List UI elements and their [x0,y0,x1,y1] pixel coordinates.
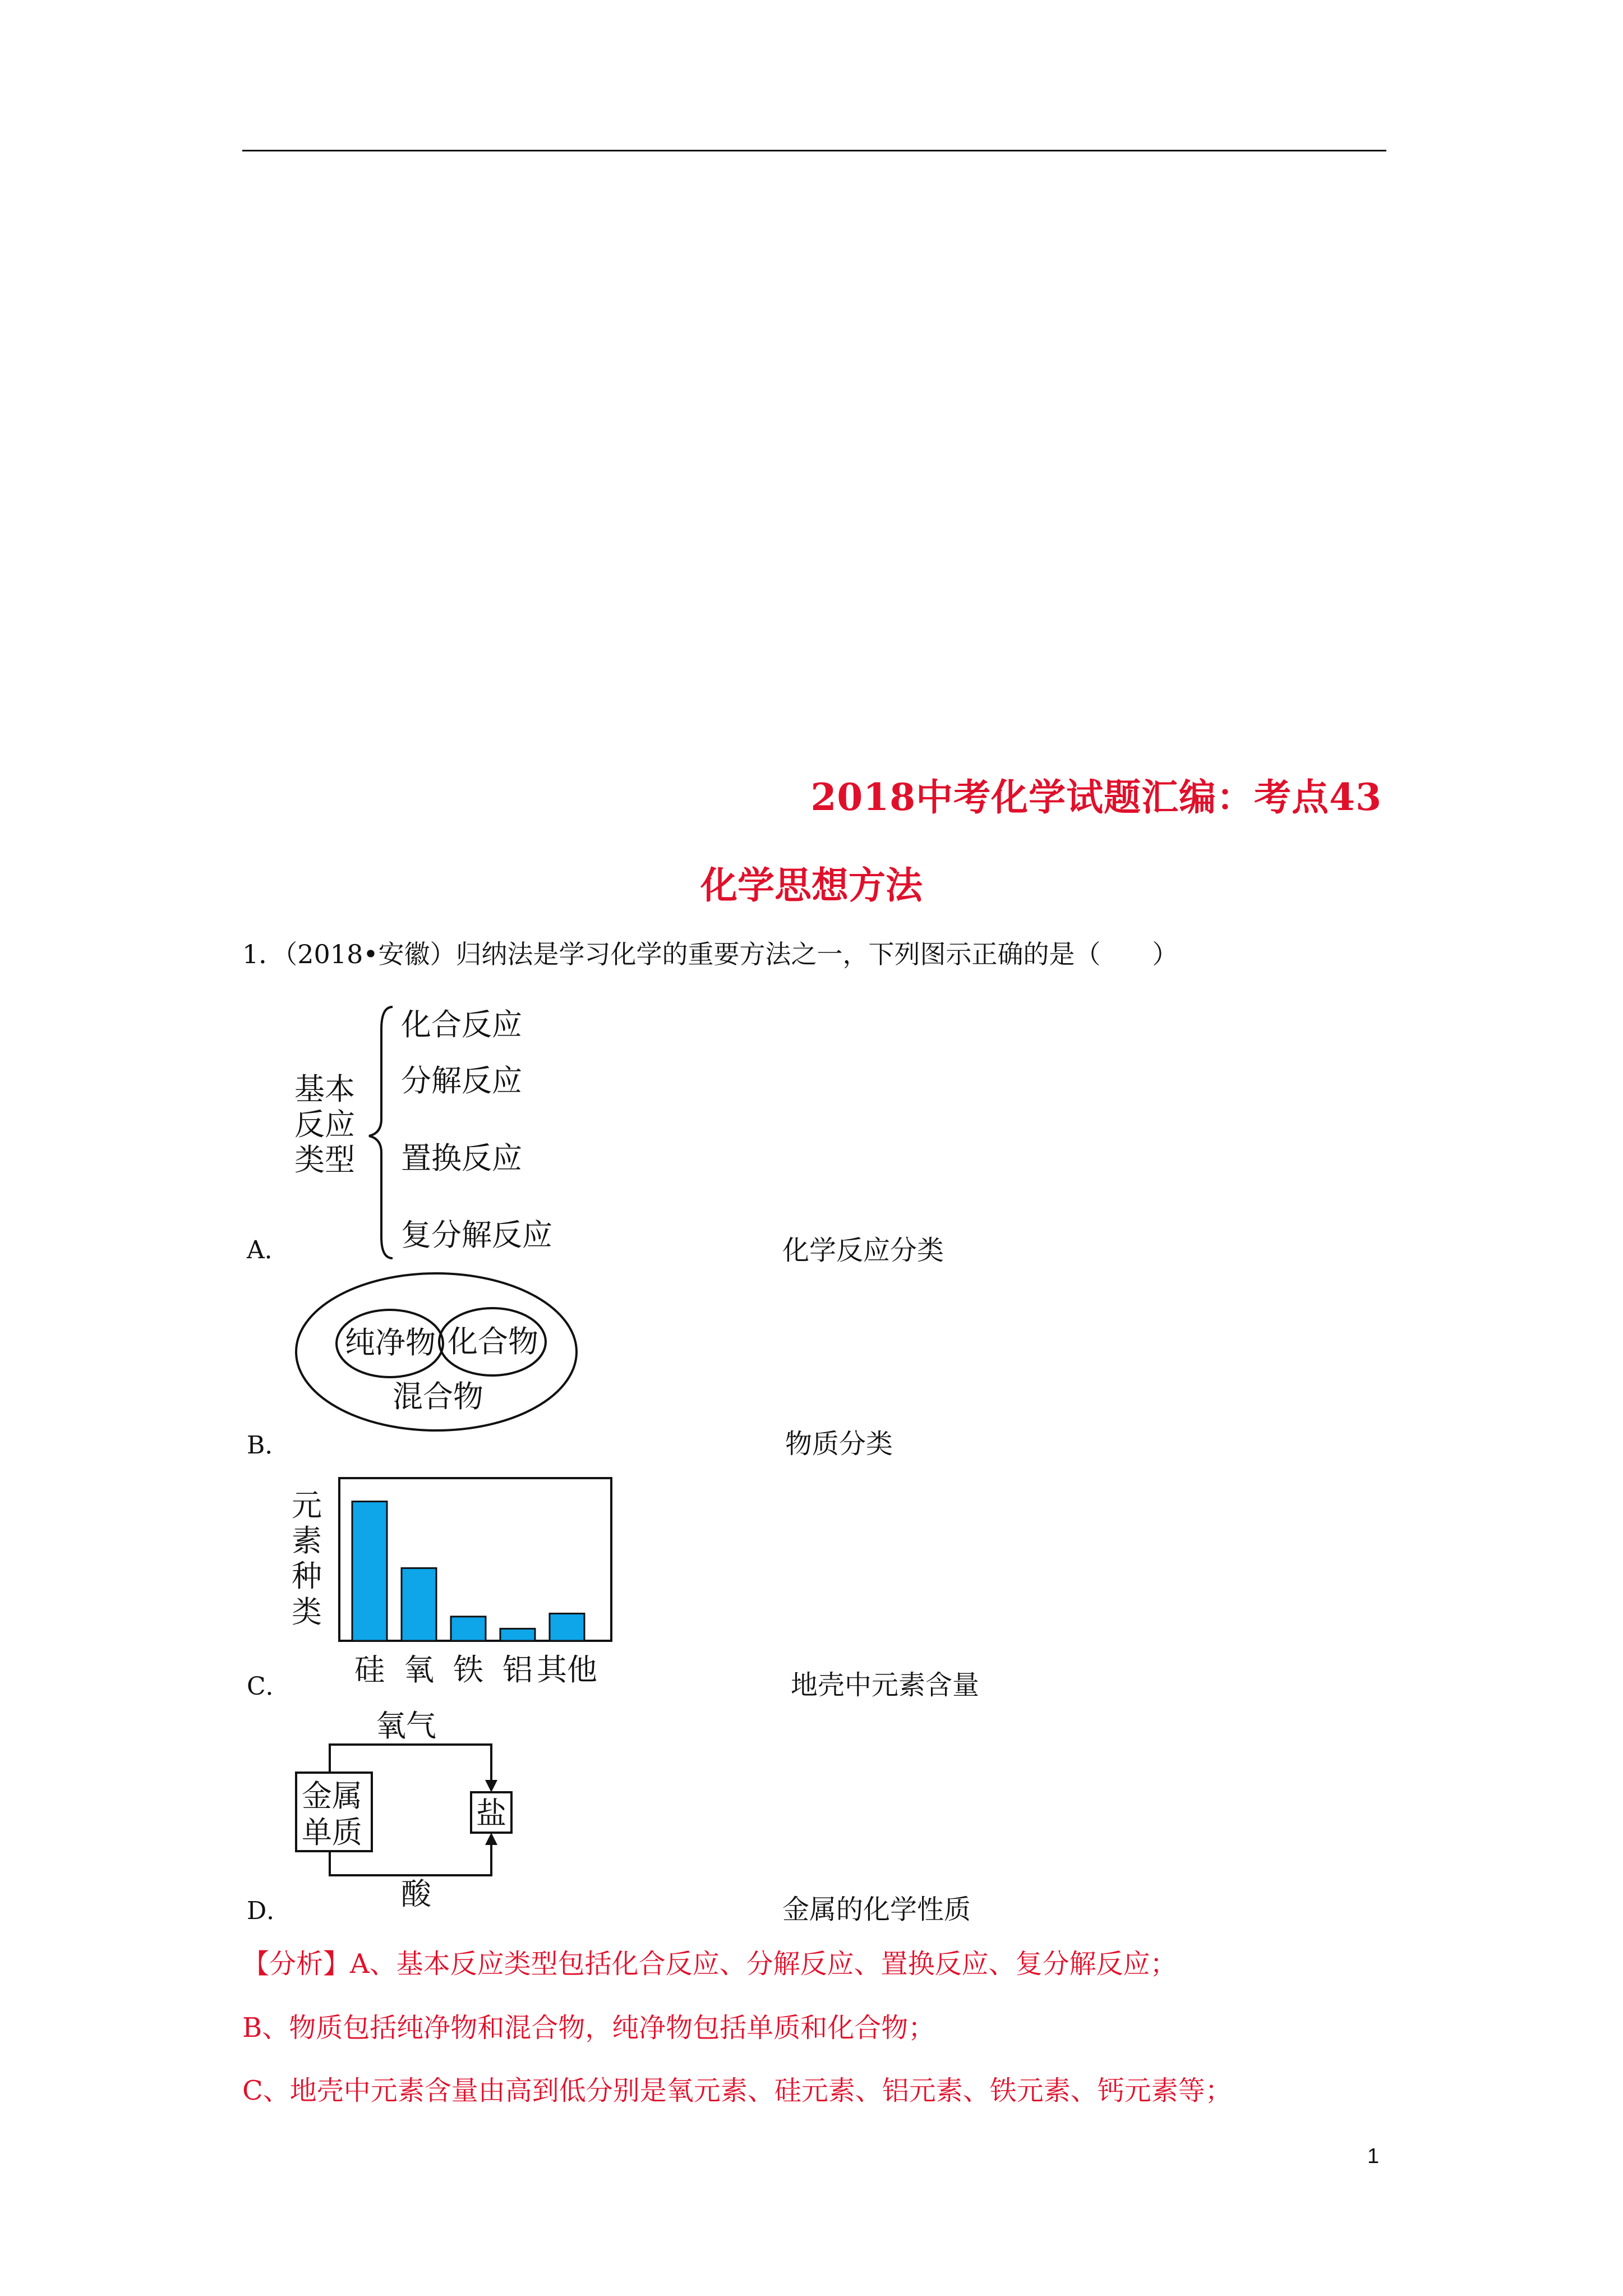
chart-tick-label-3: 铝 [502,1652,533,1687]
fig-d-bottom-arrowhead [485,1833,497,1845]
analysis-tag: 【分析】 [242,1948,351,1980]
chart-tick-label-4: 其他 [537,1652,597,1687]
option-c-chart [286,1470,645,1688]
chart-bar-3 [500,1628,535,1641]
fig-d-top-arrow [330,1745,491,1782]
option-c-caption: 地壳中元素含量 [791,1669,980,1701]
option-a-letter: A． [247,1236,289,1264]
fig-d-right-box-label: 盐 [476,1796,506,1831]
chart-tick-label-1: 氧 [404,1652,434,1687]
page-number: 1 [1367,2145,1380,2168]
chart-tick-label-2: 铁 [453,1652,483,1687]
fig-a-item-4: 复分解反应 [401,1217,552,1253]
fig-d-bottom-label: 酸 [401,1876,431,1910]
analysis-text-1: A、基本反应类型包括化合反应、分解反应、置换反应、复分解反应； [350,1948,1177,1980]
fig-b-inner-label-2: 化合物 [448,1324,538,1359]
fig-a-parent-label-3: 类型 [294,1142,355,1177]
chart-ylabel-1: 元 [292,1488,322,1523]
chart-bar-2 [451,1617,486,1641]
header-rule [242,150,1386,151]
doc-title: 2018中考化学试题汇编：考点43 [810,775,1382,819]
option-a-caption: 化学反应分类 [782,1235,944,1266]
option-a-figure [286,996,578,1265]
fig-a-item-2: 分解反应 [401,1063,522,1098]
chart-ylabel-3: 种 [292,1558,322,1594]
fig-b-outer-label: 混合物 [393,1379,483,1414]
fig-a-item-1: 化合反应 [401,1007,522,1042]
chart-bar-1 [402,1568,436,1641]
option-d-letter: D． [247,1897,292,1925]
option-b-letter: B． [247,1431,290,1460]
fig-d-left-box-line1: 金属 [302,1778,362,1814]
question-text: 1．（2018•安徽）归纳法是学习化学的重要方法之一，下列图示正确的是（ ） [242,939,1178,969]
fig-d-top-label: 氧气 [376,1708,436,1743]
doc-subtitle: 化学思想方法 [700,863,923,907]
fig-b-inner-label-1: 纯净物 [345,1325,436,1360]
fig-a-brace [369,1007,393,1258]
analysis-line-3: C、地壳中元素含量由高到低分别是氧元素、硅元素、铝元素、铁元素、钙元素等； [242,2075,1232,2106]
option-c-letter: C． [247,1672,291,1701]
option-d-caption: 金属的化学性质 [782,1894,971,1925]
fig-d-top-arrowhead [485,1780,497,1792]
option-b-caption: 物质分类 [785,1428,893,1460]
option-d-figure [292,1708,527,1910]
fig-d-left-box-line2: 单质 [302,1815,362,1850]
chart-bar-4 [550,1613,584,1641]
chart-tick-label-0: 硅 [354,1652,385,1687]
fig-a-parent-label-2: 反应 [294,1107,355,1142]
chart-bar-0 [352,1502,387,1641]
option-b-figure [292,1268,583,1436]
fig-a-item-3: 置换反应 [401,1140,522,1176]
analysis-line-2: B、物质包括纯净物和混合物，纯净物包括单质和化合物； [242,2012,935,2044]
fig-a-parent-label-1: 基本 [294,1071,355,1107]
analysis-line-1 [242,1942,1177,1981]
chart-ylabel-4: 类 [292,1594,322,1630]
chart-ylabel-2: 素 [292,1523,322,1558]
